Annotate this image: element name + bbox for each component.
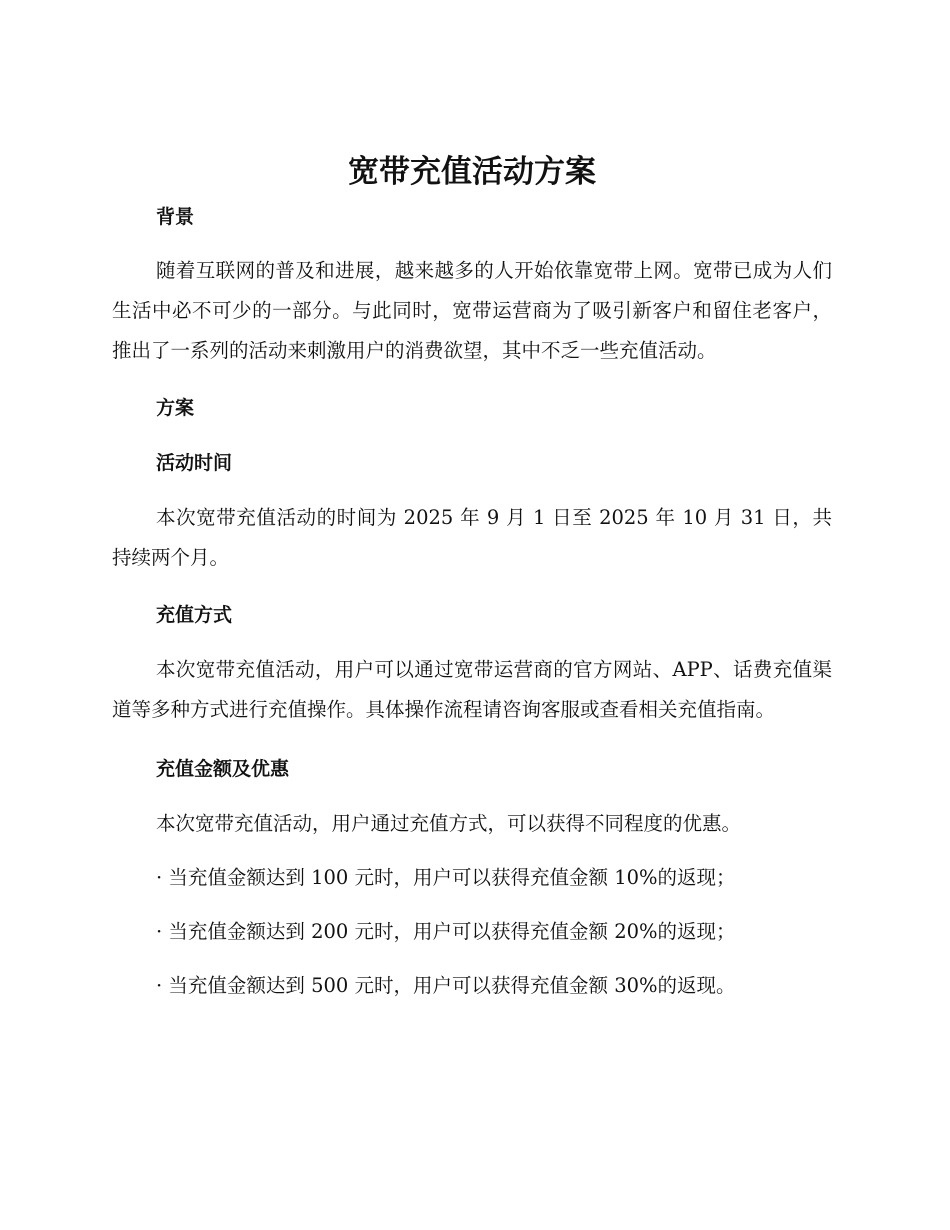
heading-plan: 方案 [156,397,195,419]
paragraph-background: 随着互联网的普及和进展，越来越多的人开始依靠宽带上网。宽带已成为人们生活中必不可少的一部分。与此同时，宽带运营商为了吸引新客户和留住老客户，推出了一系列的活动来刺激用户的消费欲望，其中不乏一些充值活动。 [112,259,832,362]
heading-activity-time: 活动时间 [156,452,233,474]
paragraph-recharge-method: 本次宽带充值活动，用户可以通过宽带运营商的官方网站、APP、话费充值渠道等多种方式进行充值操作。具体操作流程请咨询客服或查看相关充值指南。 [112,658,832,721]
list-item: · 当充值金额达到 100 元时，用户可以获得充值金额 10%的返现； [156,866,736,889]
paragraph-amount-offers: 本次宽带充值活动，用户通过充值方式，可以获得不同程度的优惠。 [156,812,742,835]
list-item: · 当充值金额达到 500 元时，用户可以获得充值金额 30%的返现。 [156,974,736,997]
heading-amount-offers: 充值金额及优惠 [156,758,290,780]
paragraph-activity-time: 本次宽带充值活动的时间为 2025 年 9 月 1 日至 2025 年 10 月 31 日，共持续两个月。 [112,506,832,569]
document-page [112,150,832,1006]
heading-background: 背景 [156,206,195,228]
list-item: · 当充值金额达到 200 元时，用户可以获得充值金额 20%的返现； [156,920,736,943]
document-title: 宽带充值活动方案 [348,154,596,190]
heading-recharge-method: 充值方式 [156,604,233,626]
